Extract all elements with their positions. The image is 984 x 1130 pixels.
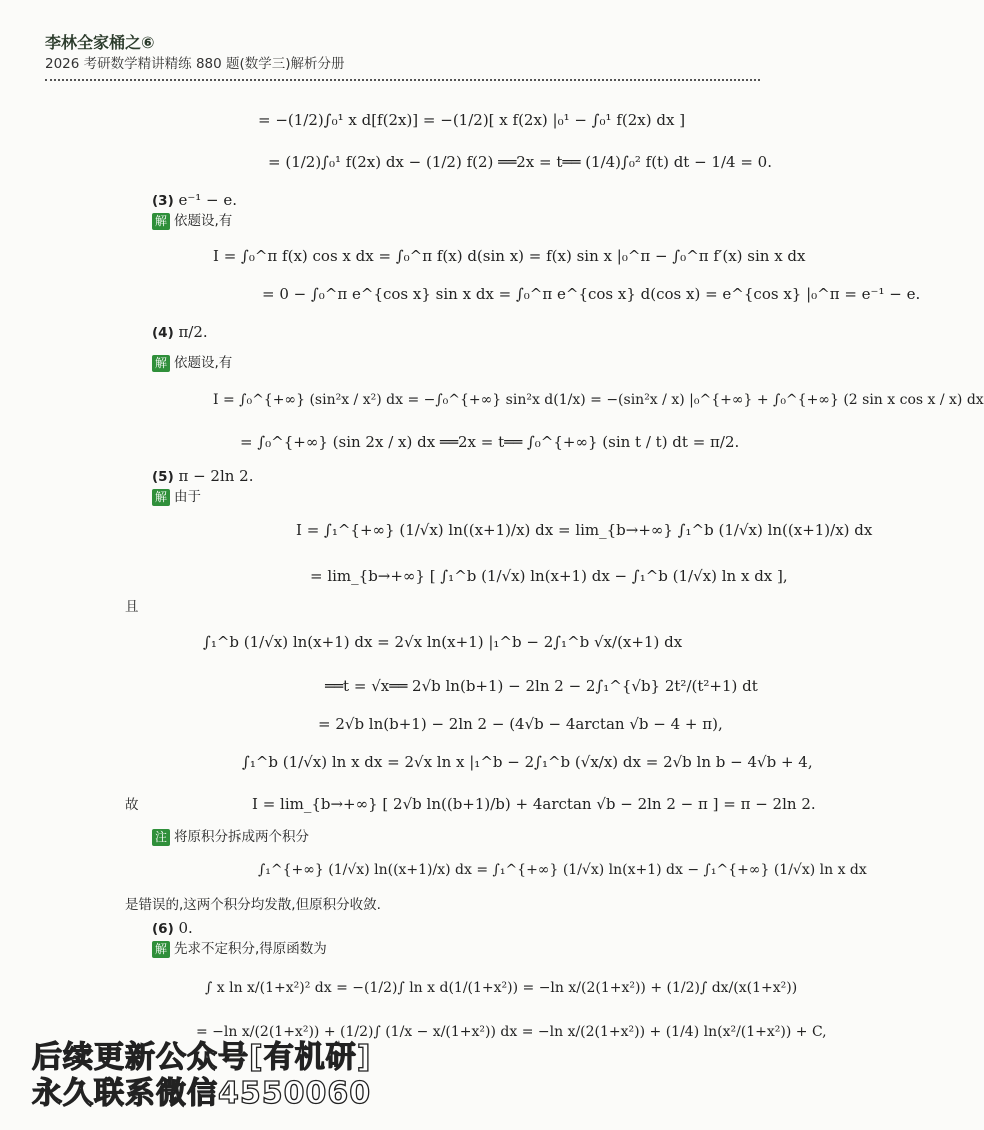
part-4-equation-2: = ∫₀^{+∞} (sin 2x / x) dx ══2x = t══ ∫₀^{+∞} (sin t / t) dt = π/2.	[240, 433, 740, 451]
solution-badge: 解	[152, 355, 170, 372]
note-intro	[152, 828, 309, 846]
part-6-intro-text: 先求不定积分,得原函数为	[174, 941, 327, 957]
equation-top-2: = (1/2)∫₀¹ f(2x) dx − (1/2) f(2) ══2x = t══ (1/4)∫₀² f(t) dt − 1/4 = 0.	[268, 153, 772, 171]
watermark-line-2: 永久联系微信4550060	[32, 1076, 372, 1111]
part-5-equation-5: = 2√b ln(b+1) − 2ln 2 − (4√b − 4arctan √b − 4 + π),	[318, 715, 723, 733]
note-conclusion: 是错误的,这两个积分均发散,但原积分收敛.	[125, 897, 381, 913]
solution-badge: 解	[152, 489, 170, 506]
note-intro-text: 将原积分拆成两个积分	[174, 829, 309, 845]
part-4-number: (4)	[152, 325, 174, 341]
equation-top-1: = −(1/2)∫₀¹ x d[f(2x)] = −(1/2)[ x f(2x) |₀¹ − ∫₀¹ f(2x) dx ]	[258, 111, 686, 129]
part-5-solution-intro	[152, 488, 201, 506]
part-4-label	[152, 322, 208, 342]
part-4-equation-1: I = ∫₀^{+∞} (sin²x / x²) dx = −∫₀^{+∞} sin²x d(1/x) = −(sin²x / x) |₀^{+∞} + ∫₀^{+∞} (2 sin x cos x / x) dx	[213, 392, 984, 408]
part-3-equation-1: I = ∫₀^π f(x) cos x dx = ∫₀^π f(x) d(sin x) = f(x) sin x |₀^π − ∫₀^π f′(x) sin x dx	[213, 247, 806, 265]
conjunction-and: 且	[125, 599, 139, 615]
part-5-equation-7: I = lim_{b→+∞} [ 2√b ln((b+1)/b) + 4arctan √b − 2ln 2 − π ] = π − 2ln 2.	[252, 795, 816, 813]
part-6-label	[152, 918, 193, 938]
part-3-intro-text: 依题设,有	[174, 213, 233, 229]
part-5-equation-6: ∫₁^b (1/√x) ln x dx = 2√x ln x |₁^b − 2∫₁^b (√x/x) dx = 2√b ln b − 4√b + 4,	[242, 753, 813, 771]
solution-badge: 解	[152, 941, 170, 958]
book-title: 2026 考研数学精讲精练 880 题(数学三)解析分册	[45, 56, 345, 72]
part-4-answer: π/2.	[178, 323, 208, 341]
part-3-number: (3)	[152, 193, 174, 209]
part-5-intro-text: 由于	[174, 489, 201, 505]
note-equation: ∫₁^{+∞} (1/√x) ln((x+1)/x) dx = ∫₁^{+∞} (1/√x) ln(x+1) dx − ∫₁^{+∞} (1/√x) ln x dx	[258, 862, 867, 878]
part-5-equation-1: I = ∫₁^{+∞} (1/√x) ln((x+1)/x) dx = lim_{b→+∞} ∫₁^b (1/√x) ln((x+1)/x) dx	[296, 521, 873, 539]
part-5-equation-2: = lim_{b→+∞} [ ∫₁^b (1/√x) ln(x+1) dx − ∫₁^b (1/√x) ln x dx ],	[310, 567, 788, 585]
header-divider	[45, 79, 760, 81]
note-badge: 注	[152, 829, 170, 846]
part-6-equation-1: ∫ x ln x/(1+x²)² dx = −(1/2)∫ ln x d(1/(1+x²)) = −ln x/(2(1+x²)) + (1/2)∫ dx/(x(1+x²))	[205, 980, 798, 996]
watermark-line-1: 后续更新公众号[有机研]	[32, 1040, 372, 1075]
part-6-answer: 0.	[178, 919, 193, 937]
part-4-solution-intro	[152, 354, 232, 372]
series-title: 李林全家桶之⑥	[45, 33, 155, 52]
part-3-equation-2: = 0 − ∫₀^π e^{cos x} sin x dx = ∫₀^π e^{cos x} d(cos x) = e^{cos x} |₀^π = e⁻¹ − e.	[262, 285, 921, 303]
part-6-equation-2: = −ln x/(2(1+x²)) + (1/2)∫ (1/x − x/(1+x²)) dx = −ln x/(2(1+x²)) + (1/4) ln(x²/(1+x²)) + C,	[196, 1024, 827, 1040]
solution-badge: 解	[152, 213, 170, 230]
part-6-number: (6)	[152, 921, 174, 937]
part-3-solution-intro	[152, 212, 232, 230]
part-5-equation-4: ══t = √x══ 2√b ln(b+1) − 2ln 2 − 2∫₁^{√b} 2t²/(t²+1) dt	[325, 677, 758, 695]
part-5-equation-3: ∫₁^b (1/√x) ln(x+1) dx = 2√x ln(x+1) |₁^b − 2∫₁^b √x/(x+1) dx	[203, 633, 683, 651]
part-4-intro-text: 依题设,有	[174, 355, 233, 371]
part-5-label	[152, 466, 253, 486]
part-3-answer: e⁻¹ − e.	[178, 191, 237, 209]
part-5-answer: π − 2ln 2.	[178, 467, 254, 485]
conjunction-therefore: 故	[125, 797, 139, 813]
part-5-number: (5)	[152, 469, 174, 485]
part-3-label	[152, 190, 237, 210]
part-6-solution-intro	[152, 940, 327, 958]
